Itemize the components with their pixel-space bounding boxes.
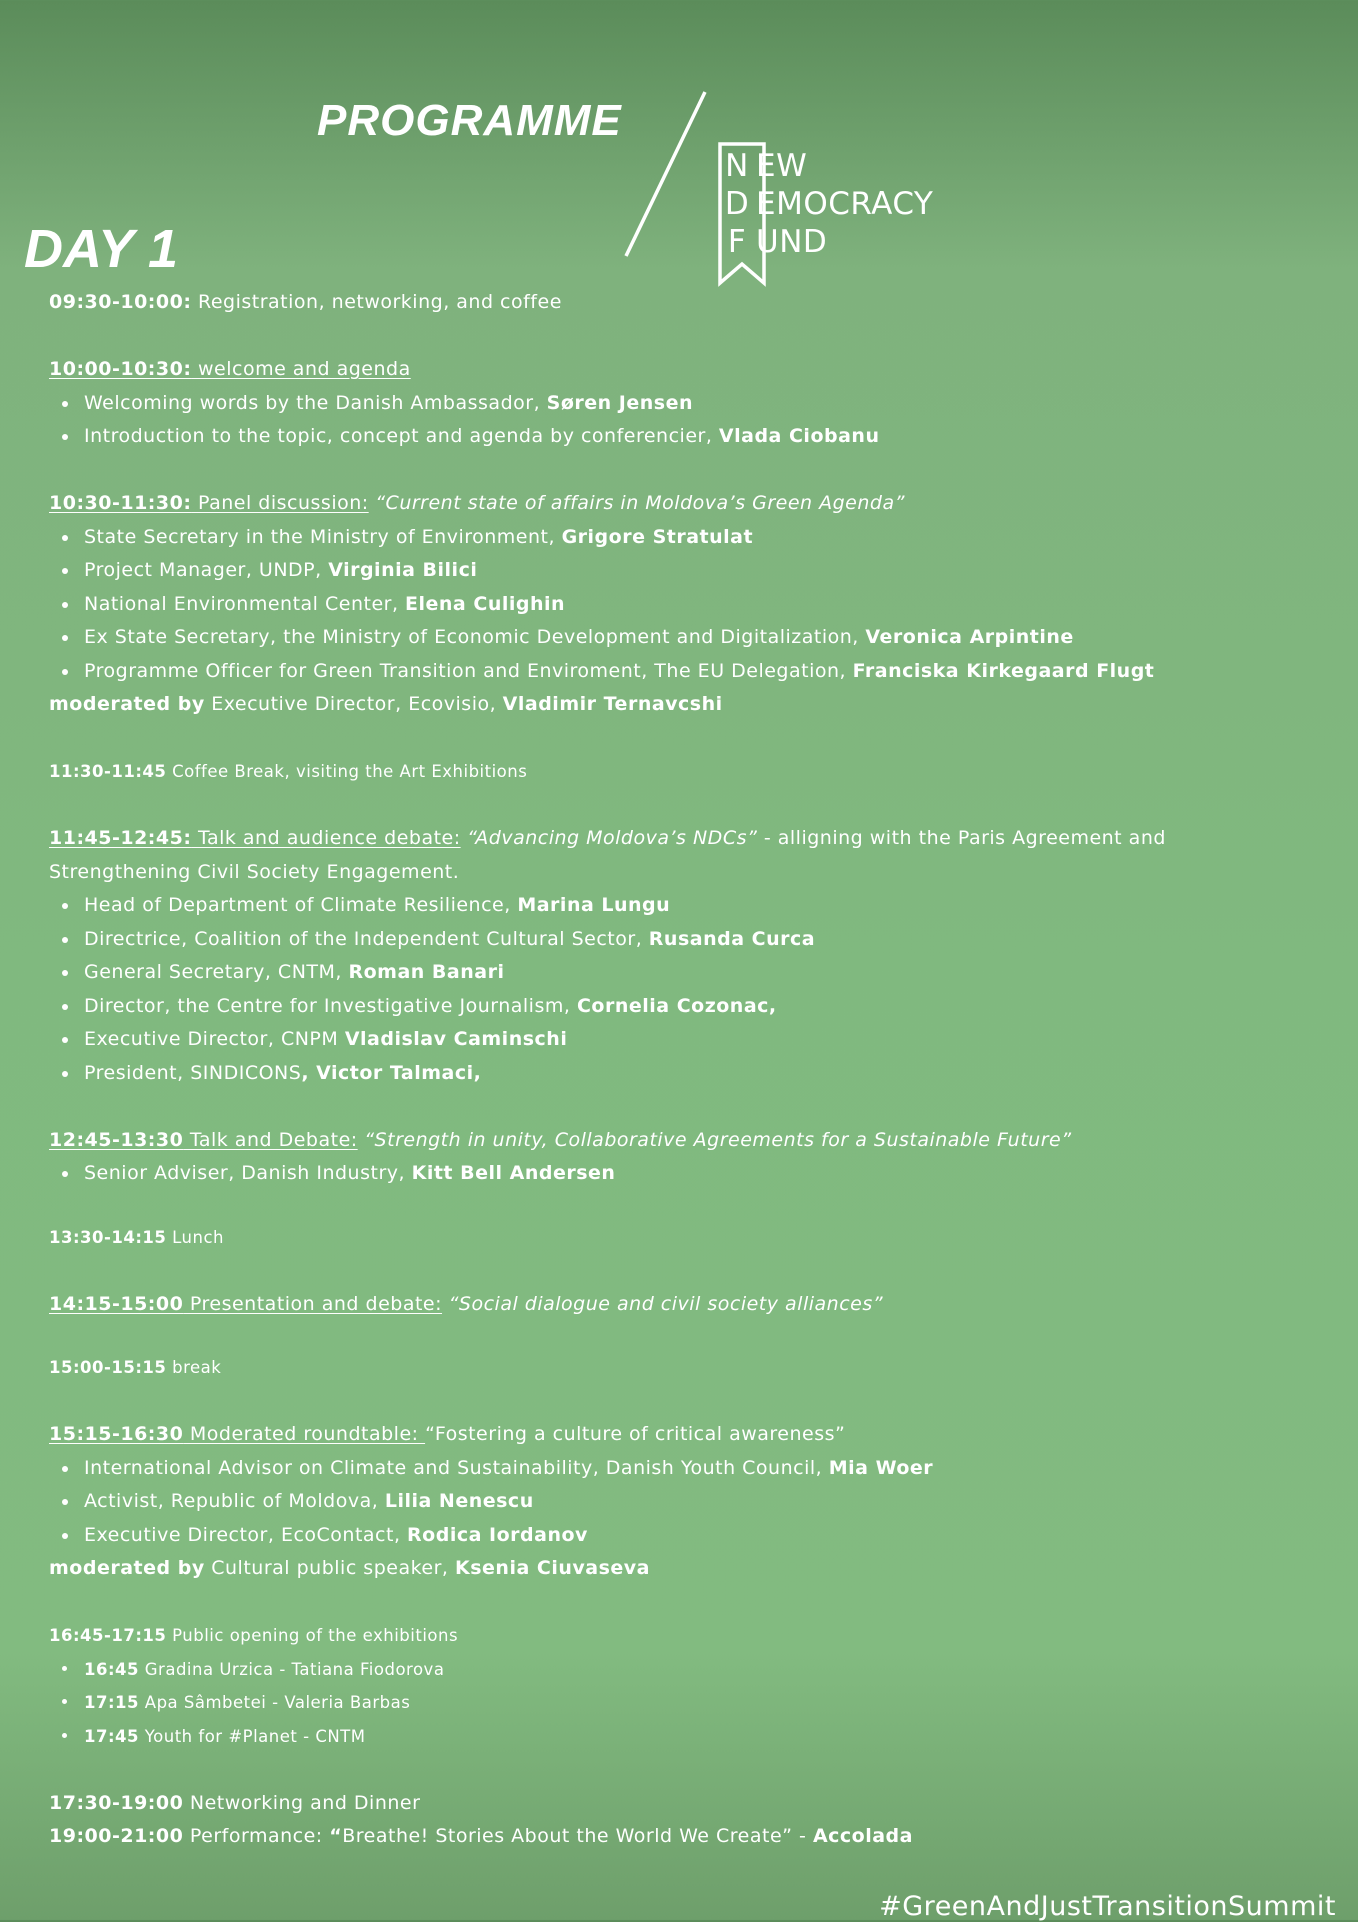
schedule-item-welcome: 10:00-10:30: welcome and agenda — [49, 358, 411, 380]
moderator-line: moderated by Executive Director, Ecovisio, Vladimir Ternavcshi — [49, 693, 723, 715]
schedule-item-roundtable: 15:15-16:30 Moderated roundtable: “Fostering a culture of critical awareness” — [49, 1423, 846, 1445]
speaker-name: Rodica Iordanov — [407, 1523, 588, 1546]
list-item: Head of Department of Climate Resilience, Marina Lungu — [49, 889, 1339, 923]
logo-word-emocracy: EMOCRACY — [756, 186, 934, 222]
list-item: General Secretary, CNTM, Roman Banari — [49, 956, 1339, 990]
speaker-name: Elena Culighin — [405, 592, 566, 615]
list-item: 17:45 Youth for #Planet - CNTM — [49, 1720, 1339, 1754]
schedule-item-panel: 10:30-11:30: Panel discussion: “Current state of affairs in Moldova’s Green Agenda” — [49, 492, 905, 514]
list-item: President, SINDICONS, Victor Talmaci, — [49, 1057, 1339, 1091]
list-item: 17:15 Apa Sâmbetei - Valeria Barbas — [49, 1686, 1339, 1720]
speaker-name: Roman Banari — [348, 961, 505, 983]
schedule-item-coffee-break: 11:30-11:45 Coffee Break, visiting the Art Exhibitions — [49, 762, 528, 781]
session-description: Strengthening Civil Society Engagement. — [49, 860, 460, 883]
schedule-item-presentation: 14:15-15:00 Presentation and debate: “Social dialogue and civil society alliances” — [49, 1292, 884, 1315]
speaker-name: Franciska Kirkegaard Flugt — [852, 659, 1155, 682]
time-label: 11:30-11:45 — [49, 762, 167, 781]
logo-word-und: UND — [756, 224, 828, 260]
time-label: 15:00-15:15 — [49, 1358, 167, 1377]
session-title: “Strength in unity, Collaborative Agreements for a Sustainable Future” — [357, 1128, 1072, 1151]
speaker-name: Vladimir Ternavcshi — [502, 693, 723, 715]
session-title: “Social dialogue and civil society alliances” — [442, 1292, 884, 1315]
logo-letter-n: N — [725, 148, 749, 184]
time-label: 17:30-19:00 — [49, 1791, 184, 1814]
speaker-name: Rusanda Curca — [648, 927, 816, 950]
schedule-item-exhibitions: 16:45-17:15 Public opening of the exhibitions — [49, 1626, 459, 1645]
time-label: 11:45-12:45: — [49, 827, 192, 849]
list-item: Executive Director, CNPM Vladislav Caminschi — [49, 1023, 1339, 1057]
session-title: “Advancing Moldova’s NDCs” — [460, 827, 758, 849]
speaker-name: Kitt Bell Andersen — [411, 1162, 616, 1184]
schedule-item-talk-debate: 12:45-13:30 Talk and Debate: “Strength in unity, Collaborative Agreements for a Sustainable Future” — [49, 1128, 1072, 1151]
logo-word-ew: EW — [756, 148, 808, 184]
performer-name: Accolada — [812, 1825, 913, 1847]
logo-letter-d: D — [724, 186, 750, 222]
list-item: Activist, Republic of Moldova, Lilia Nenescu — [49, 1485, 1339, 1519]
speaker-name: Cornelia Cozonac, — [576, 994, 777, 1017]
speaker-name: Vlada Ciobanu — [718, 425, 880, 447]
list-item: Project Manager, UNDP, Virginia Bilici — [49, 554, 1339, 588]
time-label: 17:15 — [84, 1693, 140, 1712]
moderator-line: moderated by Cultural public speaker, Ksenia Ciuvaseva — [49, 1557, 650, 1579]
logo-letter-f: F — [727, 224, 747, 260]
session-title: “Current state of affairs in Moldova’s Green Agenda” — [368, 492, 905, 514]
programme-title: PROGRAMME — [317, 96, 622, 145]
time-label: 09:30-10:00: — [49, 291, 192, 313]
speaker-name: Grigore Stratulat — [561, 525, 754, 548]
list-item: Programme Officer for Green Transition and Enviroment, The EU Delegation, Franciska Kirkegaard Flugt — [49, 655, 1339, 689]
schedule-item-performance: 19:00-21:00 Performance: “Breathe! Stories About the World We Create” - Accolada — [49, 1825, 913, 1847]
divider-slash — [0, 0, 1358, 300]
ndf-logo — [718, 142, 978, 287]
speaker-name: Vladislav Caminschi — [344, 1028, 568, 1050]
list-item: National Environmental Center, Elena Culighin — [49, 588, 1339, 622]
speaker-name: Mia Woer — [828, 1456, 934, 1479]
schedule — [49, 286, 1339, 1854]
list-item: Executive Director, EcoContact, Rodica Iordanov — [49, 1519, 1339, 1553]
list-item: Introduction to the topic, concept and agenda by conferencier, Vlada Ciobanu — [49, 420, 1339, 454]
event-hashtag: #GreenAndJustTransitionSummit — [879, 1891, 1336, 1922]
time-label: 10:00-10:30: — [49, 358, 192, 380]
logo-row-democracy — [718, 186, 933, 222]
speaker-name: Søren Jensen — [546, 391, 693, 414]
session-title: Breathe! Stories About the World We Create” — [342, 1825, 793, 1847]
schedule-item-break: 15:00-15:15 break — [49, 1358, 222, 1377]
list-item: Welcoming words by the Danish Ambassador, Søren Jensen — [49, 387, 1339, 421]
schedule-item-lunch: 13:30-14:15 Lunch — [49, 1227, 224, 1247]
time-label: 12:45-13:30 — [49, 1128, 184, 1151]
speaker-name: Veronica Arpintine — [865, 626, 1074, 648]
schedule-item-registration: 09:30-10:00: Registration, networking, and coffee — [49, 291, 562, 313]
time-label: 15:15-16:30 — [49, 1423, 184, 1445]
logo-row-new — [718, 148, 807, 184]
time-label: 17:45 — [84, 1726, 140, 1746]
speaker-name: Ksenia Ciuvaseva — [455, 1557, 650, 1579]
list-item: Directrice, Coalition of the Independent Cultural Sector, Rusanda Curca — [49, 923, 1339, 957]
list-item: 16:45 Gradina Urzica - Tatiana Fiodorova — [49, 1653, 1339, 1687]
list-item: International Advisor on Climate and Sustainability, Danish Youth Council, Mia Woer — [49, 1452, 1339, 1486]
session-title: “Fostering a culture of critical awareness” — [425, 1423, 846, 1445]
schedule-item-ndc-debate: 11:45-12:45: Talk and audience debate: “Advancing Moldova’s NDCs” - alligning with the Paris Agreement and — [49, 827, 1166, 849]
time-label: 16:45-17:15 — [49, 1626, 167, 1645]
list-item: Senior Adviser, Danish Industry, Kitt Bell Andersen — [49, 1157, 1339, 1191]
time-label: 16:45 — [84, 1659, 140, 1679]
time-label: 19:00-21:00 — [49, 1825, 184, 1847]
speaker-name: Marina Lungu — [517, 894, 671, 916]
speaker-name: Virginia Bilici — [328, 559, 478, 581]
time-label: 14:15-15:00 — [49, 1292, 184, 1315]
list-item: Director, the Centre for Investigative Journalism, Cornelia Cozonac, — [49, 990, 1339, 1024]
logo-row-fund — [718, 224, 827, 260]
list-item: State Secretary in the Ministry of Environment, Grigore Stratulat — [49, 521, 1339, 555]
time-label: 13:30-14:15 — [49, 1227, 167, 1247]
schedule-item-dinner: 17:30-19:00 Networking and Dinner — [49, 1791, 421, 1814]
speaker-name: , Victor Talmaci, — [301, 1061, 482, 1084]
speaker-name: Lilia Nenescu — [384, 1490, 534, 1512]
time-label: 10:30-11:30: — [49, 492, 192, 514]
list-item: Ex State Secretary, the Ministry of Economic Development and Digitalization, Veronica Arpintine — [49, 621, 1339, 655]
day-title: DAY 1 — [24, 219, 179, 279]
